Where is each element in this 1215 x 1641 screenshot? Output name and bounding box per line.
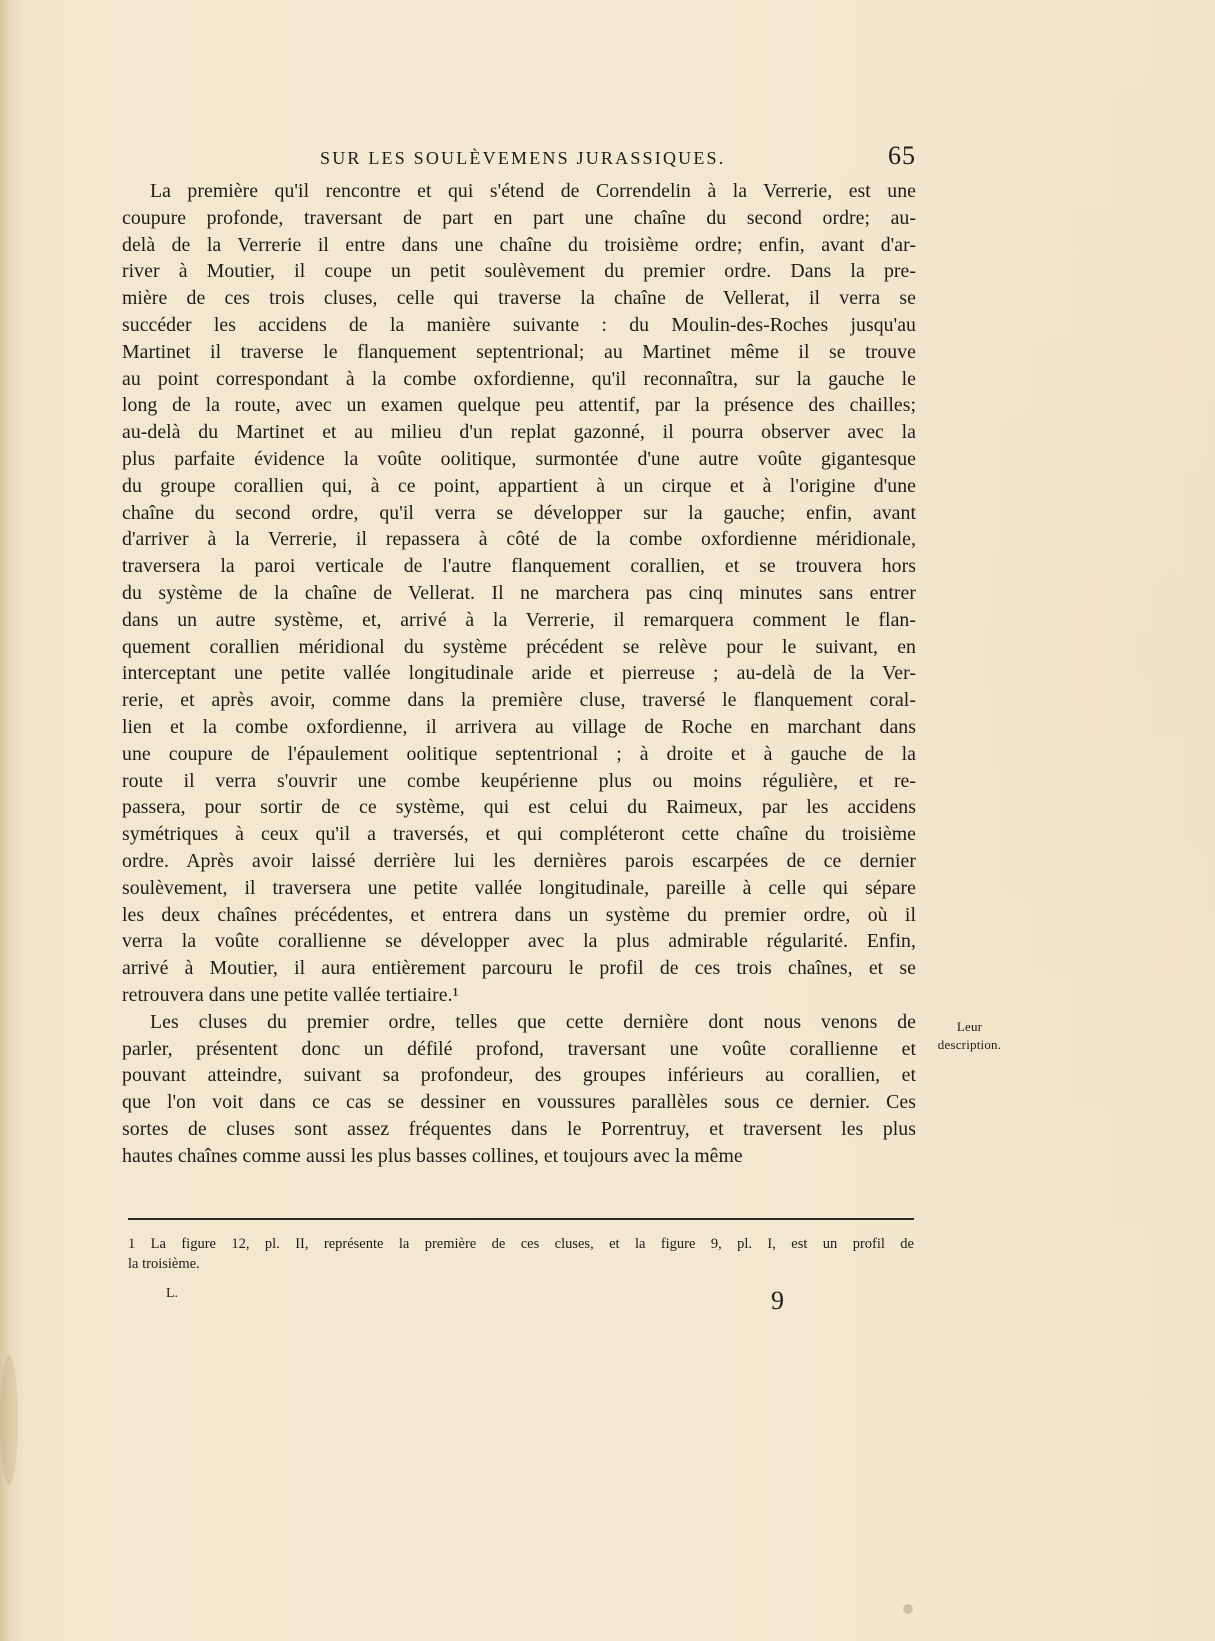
text-line: interceptant une petite vallée longitudinale aride et pierreuse ; au-delà de la Ver-: [122, 662, 916, 685]
text-line: mière de ces trois cluses, celle qui traverse la chaîne de Vellerat, il verra se: [122, 287, 916, 310]
text-line: les deux chaînes précédentes, et entrera dans un système du premier ordre, où il: [122, 903, 916, 926]
paper-mark: [903, 1604, 913, 1614]
text-line: La première qu'il rencontre et qui s'étend de Correndelin à la Verrerie, est une: [150, 180, 916, 202]
text-line: Martinet il traverse le flanquement septentrional; au Martinet même il se trouve: [122, 340, 916, 363]
text-line: arrivé à Moutier, il aura entièrement parcouru le profil de ces trois chaînes, et se: [122, 957, 916, 980]
text-line: ordre. Après avoir laissé derrière lui les dernières parois escarpées de ce dernier: [122, 849, 916, 872]
text-line: retrouvera dans une petite vallée tertiaire.¹: [122, 983, 459, 1006]
margin-note-line: Leur: [956, 1019, 983, 1034]
text-line: une coupure de l'épaulement oolitique septentrional ; à droite et à gauche de la: [122, 742, 916, 765]
text-line: route il verra s'ouvrir une combe keupérienne plus ou moins régulière, et re-: [122, 769, 916, 792]
main-text: [122, 178, 916, 1169]
margin-note: [922, 1018, 1017, 1054]
text-line: au-delà du Martinet et au milieu d'un replat gazonné, il pourra observer avec la: [122, 421, 916, 444]
page-number: 65: [888, 141, 916, 170]
text-line: d'arriver à la Verrerie, il repassera à côté de la combe oxfordienne méridionale,: [122, 528, 916, 551]
text-line: river à Moutier, il coupe un petit soulèvement du premier ordre. Dans la pre-: [122, 260, 916, 283]
text-line: soulèvement, il traversera une petite vallée longitudinale, pareille à celle qui sépare: [122, 876, 916, 899]
page-header: [320, 141, 916, 176]
text-line: dans un autre système, et, arrivé à la Verrerie, il remarquera comment le flan-: [122, 608, 916, 631]
paper-stain: [0, 1355, 18, 1485]
margin-note-line: description.: [937, 1037, 1002, 1052]
footnote-line: la troisième.: [128, 1256, 200, 1272]
text-line: au point correspondant à la combe oxfordienne, qu'il reconnaîtra, sur la gauche le: [122, 367, 916, 390]
footnote-rule: [128, 1218, 914, 1220]
text-line: verra la voûte corallienne se développer avec la plus admirable régularité. Enfin,: [122, 930, 916, 953]
footnote-line: 1 La figure 12, pl. II, représente la première de ces cluses, et la figure 9, pl. I, est un profil de: [128, 1236, 914, 1252]
text-line: du système de la chaîne de Vellerat. Il ne marchera pas cinq minutes sans entrer: [122, 581, 916, 604]
footnote: [128, 1234, 914, 1274]
text-line: pouvant atteindre, suivant sa profondeur, des groupes inférieurs au corallien, et: [122, 1064, 916, 1087]
text-line: quement corallien méridional du système précédent se relève pour le suivant, en: [122, 635, 916, 658]
text-line: hautes chaînes comme aussi les plus basses collines, et toujours avec la même: [122, 1144, 743, 1167]
text-line: passera, pour sortir de ce système, qui est celui du Raimeux, par les accidens: [122, 796, 916, 819]
text-line: coupure profonde, traversant de part en part une chaîne du second ordre; au-: [122, 206, 916, 229]
text-line: Les cluses du premier ordre, telles que cette dernière dont nous venons de: [150, 1010, 916, 1033]
running-title: SUR LES SOULÈVEMENS JURASSIQUES.: [320, 148, 726, 168]
text-line: delà de la Verrerie il entre dans une chaîne du troisième ordre; enfin, avant d'ar-: [122, 233, 916, 256]
text-line: symétriques à ceux qu'il a traversés, et qui compléteront cette chaîne du troisième: [122, 823, 916, 846]
text-line: chaîne du second ordre, qu'il verra se développer sur la gauche; enfin, avant: [122, 501, 916, 524]
text-line: long de la route, avec un examen quelque peu attentif, par la présence des chailles;: [122, 394, 916, 417]
text-line: parler, présentent donc un défilé profond, traversant une voûte corallienne et: [122, 1037, 916, 1060]
text-line: traversera la paroi verticale de l'autre flanquement corallien, et se trouvera hors: [122, 555, 916, 578]
text-line: lien et la combe oxfordienne, il arrivera au village de Roche en marchant dans: [122, 715, 916, 738]
text-line: sortes de cluses sont assez fréquentes dans le Porrentruy, et traversent les plus: [122, 1117, 916, 1140]
signature-number: 9: [771, 1286, 784, 1315]
text-line: que l'on voit dans ce cas se dessiner en voussures parallèles sous ce dernier. Ces: [122, 1091, 916, 1114]
signature-letter: L.: [166, 1286, 179, 1301]
text-line: du groupe corallien qui, à ce point, appartient à un cirque et à l'origine d'une: [122, 474, 916, 497]
text-line: plus parfaite évidence la voûte oolitique, surmontée d'une autre voûte gigantesque: [122, 447, 916, 470]
text-line: succéder les accidens de la manière suivante : du Moulin-des-Roches jusqu'au: [122, 313, 916, 336]
text-line: rerie, et après avoir, comme dans la première cluse, traversé le flanquement coral-: [122, 689, 916, 712]
